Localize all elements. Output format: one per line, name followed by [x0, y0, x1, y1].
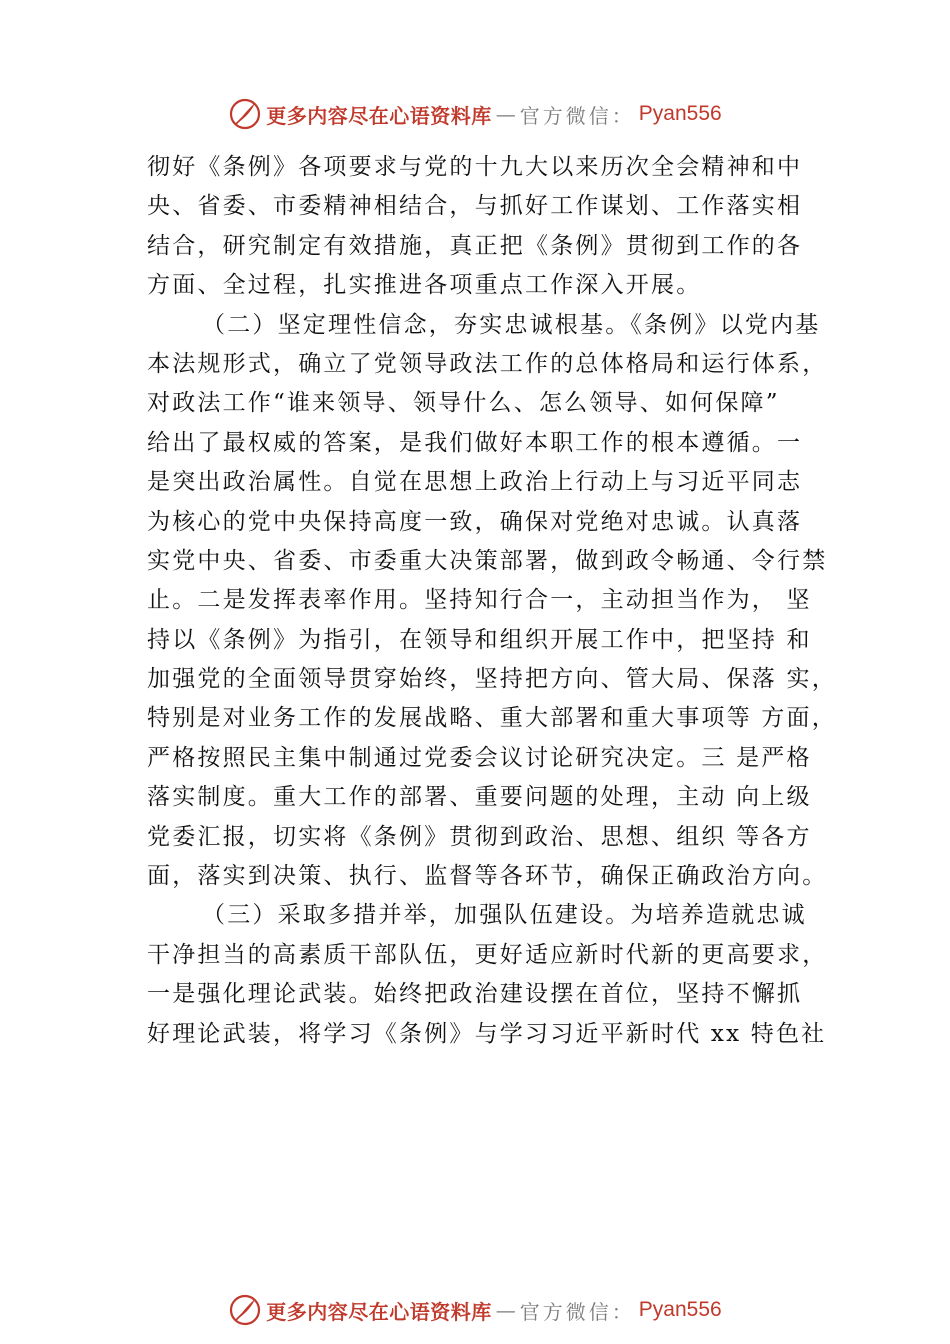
body-text-line: 面，落实到决策、执行、监督等各环节，确保正确政治方向。	[147, 863, 828, 890]
body-text-line: 干净担当的高素质干部队伍，更好适应新时代新的更高要求，	[147, 941, 828, 968]
body-text-line: 一是强化理论武装。始终把政治建设摆在首位，坚持不懈抓	[147, 981, 803, 1008]
banner-slogan: 更多内容尽在心语资料库	[266, 103, 492, 128]
body-text-line: 方面、全过程，扎实推进各项重点工作深入开展。	[147, 272, 702, 299]
feather-quill-logo-icon	[228, 97, 262, 131]
body-text-line: 止。二是发挥表率作用。坚持知行合一，主动担当作为， 坚	[147, 587, 812, 614]
body-text-line: 为核心的党中央保持高度一致，确保对党绝对忠诚。认真落	[147, 508, 803, 535]
footer-banner	[0, 1292, 950, 1328]
body-text-line: 对政法工作“谁来领导、领导什么、怎么领导、如何保障”	[147, 390, 780, 417]
body-text-line: （二）坚定理性信念，夯实忠诚根基。《条例》以党内基	[202, 311, 821, 338]
body-text-line: 加强党的全面领导贯穿始终，坚持把方向、管大局、保落 实，	[147, 666, 837, 693]
banner-wechat-id: Pyan556	[638, 102, 722, 125]
banner-wechat-id: Pyan556	[638, 1298, 722, 1321]
banner-wechat-label: 官方微信：	[519, 1299, 635, 1324]
body-text-line: 给出了最权威的答案，是我们做好本职工作的根本遵循。一	[147, 429, 803, 456]
body-text-line: 央、省委、市委精神相结合，与抓好工作谋划、工作落实相	[147, 193, 803, 220]
body-text-line: 彻好《条例》各项要求与党的十九大以来历次全会精神和中	[147, 154, 803, 180]
body-text-line: 本法规形式，确立了党领导政法工作的总体格局和运行体系，	[147, 350, 828, 377]
body-text-line: 持以《条例》为指引，在领导和组织开展工作中，把坚持 和	[147, 626, 812, 653]
body-text-line: 实党中央、省委、市委重大决策部署，做到政令畅通、令行禁	[147, 547, 828, 574]
body-text-line: 是突出政治属性。自觉在思想上政治上行动上与习近平同志	[147, 469, 803, 496]
feather-quill-logo-icon	[228, 1293, 262, 1327]
body-text-line: （三）采取多措并举，加强队伍建设。为培养造就忠诚	[202, 902, 807, 929]
body-text-line: 严格按照民主集中制通过党委会议讨论研究决定。三 是严格	[147, 744, 812, 771]
banner-wechat-label: 官方微信：	[519, 103, 635, 128]
banner-slogan: 更多内容尽在心语资料库	[266, 1299, 492, 1324]
banner-separator: —	[495, 1298, 516, 1322]
body-text-line: 特别是对业务工作的发展战略、重大部署和重大事项等 方面，	[147, 705, 837, 732]
body-text-line: 结合，研究制定有效措施，真正把《条例》贯彻到工作的各	[147, 232, 803, 259]
document-body	[147, 148, 837, 1054]
banner-separator: —	[495, 102, 516, 126]
body-text-line: 党委汇报，切实将《条例》贯彻到政治、思想、组织 等各方	[147, 823, 812, 850]
header-banner	[0, 96, 950, 132]
body-text-line: 好理论武装，将学习《条例》与学习习近平新时代 xx 特色社	[147, 1020, 827, 1047]
body-text-line: 落实制度。重大工作的部署、重要问题的处理，主动 向上级	[147, 784, 812, 811]
